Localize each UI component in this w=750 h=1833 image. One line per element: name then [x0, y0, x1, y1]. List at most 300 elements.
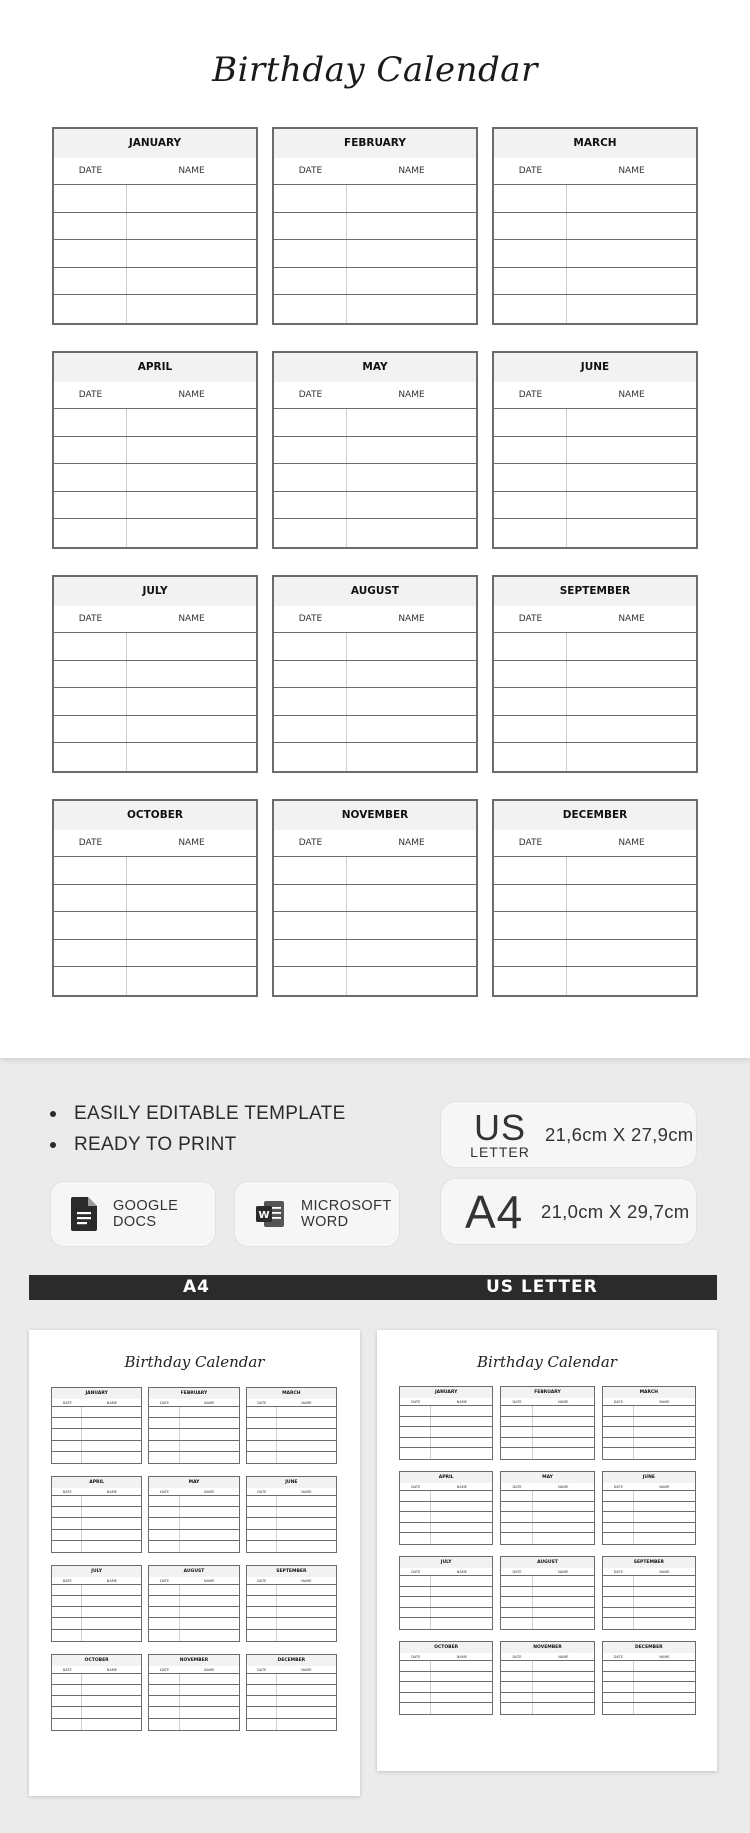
date-cell — [400, 1502, 431, 1512]
date-cell — [400, 1597, 431, 1607]
date-column-header: DATE — [411, 1484, 421, 1489]
name-column-header: NAME — [618, 389, 645, 400]
name-cell — [277, 1607, 336, 1617]
date-cell — [247, 1441, 277, 1451]
date-cell — [149, 1707, 179, 1717]
date-cell — [603, 1448, 634, 1459]
date-column-header: DATE — [411, 1400, 421, 1404]
date-cell — [247, 1618, 277, 1628]
label-us-letter: US LETTER — [486, 1277, 598, 1297]
table-row — [54, 240, 256, 268]
column-header-row — [274, 830, 476, 857]
date-cell — [149, 1674, 179, 1684]
month-table — [246, 1654, 337, 1731]
preview-month-grid — [399, 1386, 696, 1715]
column-header-row — [54, 382, 256, 409]
date-cell — [501, 1703, 532, 1714]
table-row — [603, 1587, 695, 1598]
date-cell — [54, 240, 127, 267]
table-row — [400, 1533, 492, 1544]
date-cell — [274, 464, 347, 491]
date-column-header: DATE — [613, 1484, 623, 1489]
month-header: MAY — [149, 1477, 238, 1488]
table-row — [52, 1696, 141, 1707]
date-cell — [54, 213, 127, 240]
name-cell — [634, 1533, 695, 1544]
name-cell — [127, 464, 256, 491]
date-cell — [52, 1418, 82, 1428]
name-cell — [127, 688, 256, 715]
month-header: JULY — [400, 1557, 492, 1568]
date-cell — [501, 1438, 532, 1448]
table-row — [274, 268, 476, 296]
name-cell — [533, 1427, 594, 1437]
name-cell — [277, 1407, 336, 1417]
table-row — [494, 857, 696, 885]
month-table — [399, 1386, 493, 1460]
table-row — [494, 716, 696, 744]
column-header-row — [247, 1577, 336, 1585]
date-cell — [274, 661, 347, 688]
date-cell — [494, 295, 567, 323]
table-row — [494, 437, 696, 465]
month-header: OCTOBER — [54, 801, 256, 830]
table-row — [149, 1696, 238, 1707]
table-row — [52, 1630, 141, 1641]
month-table — [500, 1386, 594, 1460]
column-header-row — [603, 1483, 695, 1491]
table-row — [274, 743, 476, 771]
table-row — [247, 1429, 336, 1440]
column-header-row — [54, 158, 256, 185]
month-header: APRIL — [52, 1477, 141, 1488]
month-table — [272, 127, 478, 325]
date-cell — [54, 295, 127, 323]
date-cell — [149, 1630, 179, 1641]
table-row — [149, 1441, 238, 1452]
date-cell — [603, 1693, 634, 1703]
month-table — [602, 1641, 696, 1715]
us-letter-mark — [465, 1106, 535, 1160]
name-cell — [533, 1618, 594, 1629]
date-column-header: DATE — [257, 1667, 267, 1672]
name-cell — [567, 967, 696, 995]
date-cell — [501, 1523, 532, 1533]
feature-item — [50, 1129, 346, 1160]
date-cell — [274, 885, 347, 912]
table-row — [400, 1597, 492, 1608]
date-cell — [247, 1607, 277, 1617]
date-cell — [494, 885, 567, 912]
name-column-header: NAME — [398, 837, 425, 848]
date-column-header: DATE — [518, 166, 543, 176]
name-column-header: NAME — [618, 837, 645, 848]
badge-label-line: WORD — [301, 1214, 349, 1230]
month-table — [246, 1476, 337, 1553]
name-column-header: NAME — [456, 1484, 467, 1489]
table-row — [501, 1491, 593, 1502]
name-cell — [347, 857, 476, 884]
date-cell — [501, 1417, 532, 1427]
name-cell — [634, 1438, 695, 1448]
date-cell — [603, 1406, 634, 1416]
date-cell — [52, 1618, 82, 1628]
name-cell — [180, 1585, 239, 1595]
table-row — [52, 1607, 141, 1618]
name-cell — [533, 1438, 594, 1448]
date-cell — [400, 1608, 431, 1618]
name-cell — [180, 1696, 239, 1706]
date-cell — [400, 1661, 431, 1671]
table-row — [501, 1682, 593, 1693]
name-cell — [431, 1618, 492, 1629]
name-cell — [347, 437, 476, 464]
date-column-header: DATE — [512, 1484, 522, 1489]
date-cell — [247, 1696, 277, 1706]
table-row — [603, 1491, 695, 1502]
name-column-header: NAME — [106, 1489, 117, 1494]
date-cell — [52, 1530, 82, 1540]
date-cell — [52, 1585, 82, 1595]
name-column-header: NAME — [204, 1578, 215, 1583]
table-row — [494, 940, 696, 968]
month-header: JUNE — [247, 1477, 336, 1488]
table-row — [52, 1541, 141, 1552]
name-cell — [127, 409, 256, 436]
date-cell — [494, 716, 567, 743]
date-column-header: DATE — [298, 389, 323, 400]
name-column-header: NAME — [204, 1401, 215, 1405]
column-header-row — [149, 1577, 238, 1585]
date-column-header: DATE — [78, 613, 103, 624]
table-row — [149, 1585, 238, 1596]
month-header: MARCH — [603, 1387, 695, 1398]
name-cell — [277, 1618, 336, 1628]
table-row — [501, 1576, 593, 1587]
table-row — [501, 1523, 593, 1534]
date-column-header: DATE — [159, 1489, 170, 1494]
feature-list — [50, 1098, 346, 1160]
table-row — [274, 240, 476, 268]
google-docs-icon — [71, 1197, 97, 1231]
table-row — [494, 743, 696, 771]
name-cell — [567, 240, 696, 267]
name-cell — [347, 185, 476, 212]
name-cell — [533, 1682, 594, 1692]
date-column-header: DATE — [518, 389, 543, 400]
table-row — [149, 1496, 238, 1507]
table-row — [52, 1685, 141, 1696]
table-row — [54, 492, 256, 520]
date-cell — [501, 1682, 532, 1692]
table-row — [501, 1533, 593, 1544]
name-cell — [347, 940, 476, 967]
month-table — [148, 1387, 239, 1464]
date-cell — [52, 1541, 82, 1552]
date-cell — [603, 1682, 634, 1692]
table-row — [400, 1512, 492, 1523]
name-column-header: NAME — [659, 1654, 670, 1659]
date-cell — [247, 1507, 277, 1517]
month-header: JULY — [54, 577, 256, 606]
date-cell — [54, 857, 127, 884]
a4-preview-page — [29, 1330, 360, 1796]
month-header: DECEMBER — [603, 1642, 695, 1653]
column-header-row — [603, 1568, 695, 1576]
month-table — [52, 127, 258, 325]
table-row — [274, 519, 476, 547]
date-cell — [52, 1674, 82, 1684]
date-cell — [494, 437, 567, 464]
table-row — [603, 1512, 695, 1523]
name-cell — [180, 1707, 239, 1717]
month-grid — [52, 127, 699, 997]
month-header: MAY — [274, 353, 476, 382]
table-row — [603, 1597, 695, 1608]
date-cell — [247, 1674, 277, 1684]
date-cell — [274, 240, 347, 267]
name-cell — [180, 1496, 239, 1506]
name-cell — [567, 743, 696, 771]
name-column-header: NAME — [178, 166, 205, 176]
table-row — [603, 1427, 695, 1438]
name-cell — [277, 1496, 336, 1506]
name-cell — [82, 1507, 141, 1517]
date-cell — [603, 1661, 634, 1671]
table-row — [494, 492, 696, 520]
table-row — [494, 268, 696, 296]
name-cell — [431, 1703, 492, 1714]
name-cell — [567, 940, 696, 967]
date-cell — [603, 1417, 634, 1427]
date-cell — [400, 1491, 431, 1501]
name-column-header: NAME — [558, 1400, 569, 1404]
name-cell — [347, 464, 476, 491]
name-cell — [567, 295, 696, 323]
date-cell — [400, 1672, 431, 1682]
month-header: JANUARY — [400, 1387, 492, 1398]
table-row — [400, 1672, 492, 1683]
column-header-row — [494, 158, 696, 185]
table-row — [494, 885, 696, 913]
date-cell — [400, 1512, 431, 1522]
date-cell — [494, 185, 567, 212]
feature-text: EASILY EDITABLE TEMPLATE — [74, 1102, 346, 1124]
page-title: Birthday Calendar — [212, 50, 538, 90]
microsoft-word-badge — [234, 1181, 400, 1247]
name-cell — [634, 1448, 695, 1459]
name-column-header: NAME — [456, 1569, 467, 1574]
size-code: US — [473, 1106, 526, 1148]
name-cell — [180, 1607, 239, 1617]
column-header-row — [149, 1399, 238, 1407]
name-cell — [533, 1523, 594, 1533]
name-cell — [431, 1672, 492, 1682]
table-row — [400, 1523, 492, 1534]
date-cell — [52, 1607, 82, 1617]
date-cell — [603, 1491, 634, 1501]
table-row — [247, 1596, 336, 1607]
name-column-header: NAME — [659, 1400, 670, 1404]
date-cell — [603, 1523, 634, 1533]
month-table — [500, 1471, 594, 1545]
month-header: SEPTEMBER — [247, 1566, 336, 1577]
name-cell — [533, 1448, 594, 1459]
date-cell — [494, 213, 567, 240]
name-cell — [634, 1672, 695, 1682]
name-column-header: NAME — [456, 1400, 467, 1404]
name-cell — [533, 1597, 594, 1607]
name-cell — [431, 1682, 492, 1692]
table-row — [52, 1429, 141, 1440]
table-row — [400, 1587, 492, 1598]
name-cell — [277, 1630, 336, 1641]
date-cell — [149, 1507, 179, 1517]
table-row — [52, 1407, 141, 1418]
name-cell — [127, 492, 256, 519]
date-cell — [603, 1576, 634, 1586]
month-table — [272, 799, 478, 997]
date-cell — [247, 1496, 277, 1506]
table-row — [603, 1576, 695, 1587]
name-cell — [82, 1607, 141, 1617]
date-cell — [494, 743, 567, 771]
badge-label-line: MICROSOFT — [301, 1198, 392, 1214]
name-cell — [277, 1719, 336, 1730]
date-cell — [52, 1407, 82, 1417]
table-row — [494, 661, 696, 689]
name-cell — [82, 1441, 141, 1451]
month-table — [148, 1565, 239, 1642]
column-header-row — [400, 1398, 492, 1406]
name-column-header: NAME — [558, 1484, 569, 1489]
month-header: OCTOBER — [52, 1655, 141, 1666]
month-header: MAY — [501, 1472, 593, 1483]
date-cell — [54, 688, 127, 715]
table-row — [400, 1661, 492, 1672]
month-table — [492, 799, 698, 997]
date-cell — [149, 1719, 179, 1730]
name-cell — [82, 1518, 141, 1528]
name-cell — [82, 1541, 141, 1552]
date-cell — [400, 1406, 431, 1416]
table-row — [494, 185, 696, 213]
table-row — [274, 857, 476, 885]
date-cell — [494, 633, 567, 660]
date-column-header: DATE — [512, 1569, 522, 1574]
name-cell — [127, 268, 256, 295]
date-cell — [603, 1502, 634, 1512]
date-cell — [501, 1597, 532, 1607]
column-header-row — [52, 1399, 141, 1407]
table-row — [501, 1597, 593, 1608]
name-cell — [567, 519, 696, 547]
table-row — [400, 1491, 492, 1502]
table-row — [247, 1707, 336, 1718]
name-cell — [634, 1576, 695, 1586]
name-cell — [567, 437, 696, 464]
table-row — [247, 1407, 336, 1418]
name-cell — [634, 1502, 695, 1512]
date-column-header: DATE — [298, 837, 323, 848]
month-header: FEBRUARY — [274, 129, 476, 158]
date-cell — [501, 1427, 532, 1437]
name-column-header: NAME — [106, 1401, 117, 1405]
month-table — [148, 1654, 239, 1731]
date-cell — [149, 1441, 179, 1451]
name-cell — [431, 1427, 492, 1437]
month-header: JANUARY — [54, 129, 256, 158]
date-cell — [400, 1703, 431, 1714]
name-cell — [180, 1507, 239, 1517]
name-cell — [127, 967, 256, 995]
name-cell — [180, 1596, 239, 1606]
date-cell — [494, 240, 567, 267]
date-column-header: DATE — [78, 837, 103, 848]
name-cell — [82, 1685, 141, 1695]
column-header-row — [274, 382, 476, 409]
date-cell — [54, 409, 127, 436]
date-cell — [54, 912, 127, 939]
table-row — [54, 912, 256, 940]
column-header-row — [52, 1488, 141, 1496]
column-header-row — [247, 1488, 336, 1496]
month-header: AUGUST — [274, 577, 476, 606]
table-row — [52, 1719, 141, 1730]
table-row — [400, 1682, 492, 1693]
date-column-header: DATE — [78, 389, 103, 400]
name-column-header: NAME — [301, 1489, 312, 1494]
column-header-row — [274, 606, 476, 633]
name-cell — [431, 1438, 492, 1448]
table-row — [603, 1448, 695, 1459]
name-cell — [82, 1719, 141, 1730]
name-cell — [127, 661, 256, 688]
date-cell — [247, 1719, 277, 1730]
month-table — [492, 575, 698, 773]
table-row — [494, 240, 696, 268]
date-cell — [54, 492, 127, 519]
date-column-header: DATE — [62, 1489, 72, 1494]
table-row — [247, 1607, 336, 1618]
table-row — [494, 688, 696, 716]
table-row — [494, 912, 696, 940]
name-cell — [567, 885, 696, 912]
month-header: DECEMBER — [247, 1655, 336, 1666]
table-row — [274, 492, 476, 520]
name-cell — [634, 1608, 695, 1618]
table-row — [400, 1438, 492, 1449]
name-cell — [431, 1587, 492, 1597]
table-row — [149, 1707, 238, 1718]
name-cell — [634, 1417, 695, 1427]
table-row — [247, 1518, 336, 1529]
name-cell — [634, 1682, 695, 1692]
date-cell — [603, 1587, 634, 1597]
name-column-header: NAME — [204, 1667, 215, 1672]
date-cell — [247, 1585, 277, 1595]
name-cell — [347, 409, 476, 436]
table-row — [52, 1674, 141, 1685]
date-column-header: DATE — [613, 1654, 623, 1659]
date-cell — [501, 1533, 532, 1544]
date-cell — [603, 1703, 634, 1714]
date-column-header: DATE — [512, 1654, 522, 1659]
table-row — [400, 1703, 492, 1714]
date-column-header: DATE — [159, 1578, 170, 1583]
column-header-row — [149, 1666, 238, 1674]
name-column-header: NAME — [301, 1578, 312, 1583]
